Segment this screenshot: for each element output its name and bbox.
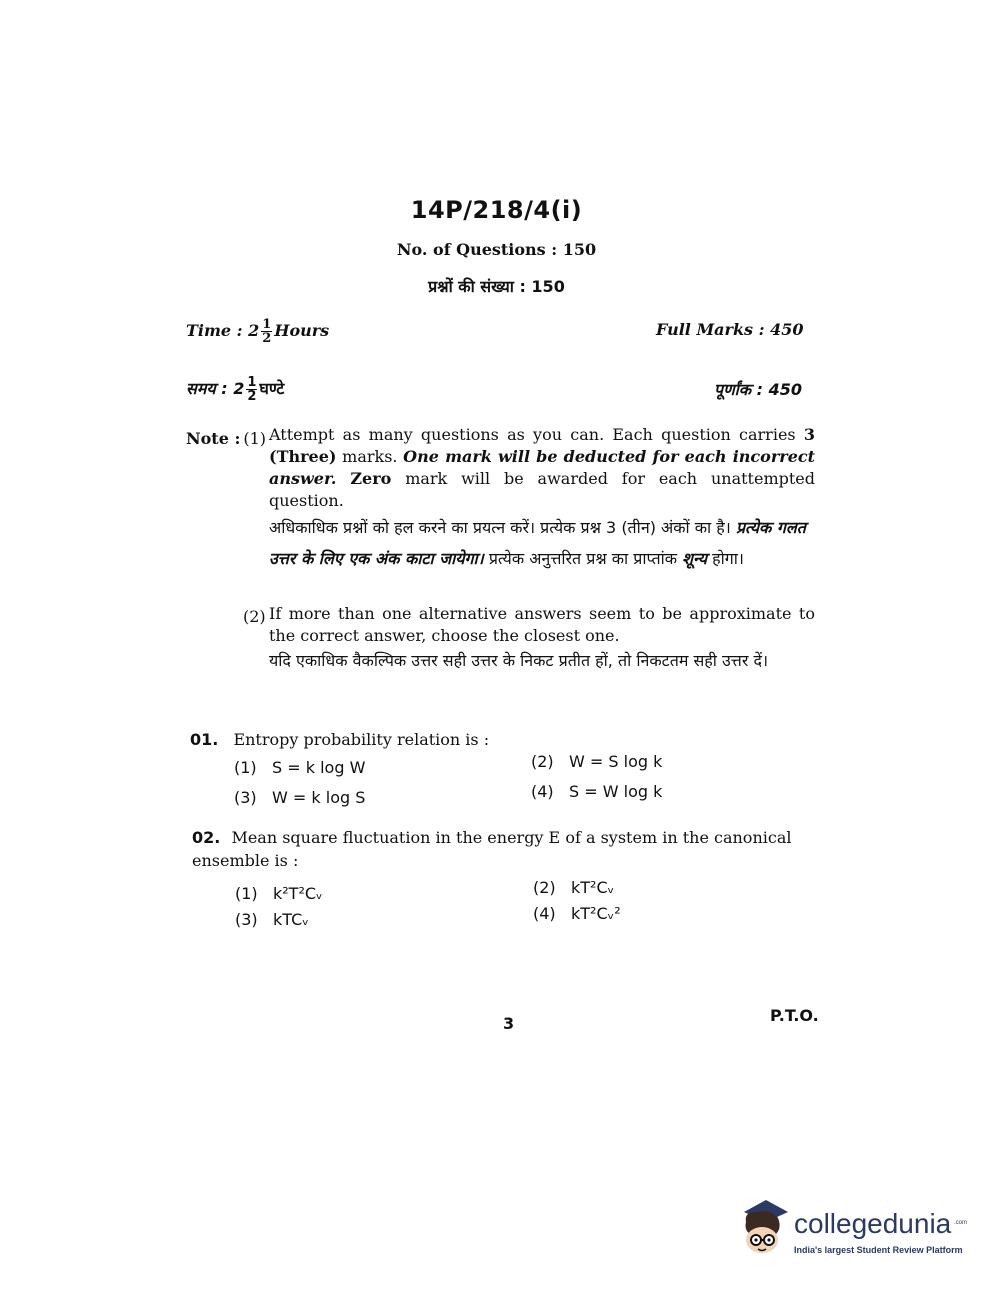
- number-of-questions-en: No. of Questions : 150: [396, 240, 597, 259]
- logo-wordmark: collegedunia: [794, 1208, 952, 1239]
- full-marks-hi: पूर्णांक : 450: [714, 380, 803, 399]
- pto-label: P.T.O.: [770, 1006, 819, 1025]
- note-2-english: If more than one alternative answers seem to be approximate to the correct answer, choose the closest one.: [269, 604, 815, 645]
- time-hi: समय : 2 $\frac{1}{2}$ घण्टे: [186, 375, 285, 404]
- fraction-half-hi: $\frac{1}{2}$: [247, 375, 257, 404]
- question-1: 01. Entropy probability relation is :: [190, 730, 490, 749]
- note-2-hindi: यदि एकाधिक वैकल्पिक उत्तर सही उत्तर के निकट प्रतीत हों, तो निकटतम सही उत्तर दें।: [269, 651, 769, 670]
- q2-option-1[interactable]: (1) k²T²Cᵥ: [235, 884, 323, 903]
- logo-tagline: India's largest Student Review Platform: [794, 1245, 963, 1255]
- number-of-questions-hi: प्रश्नों की संख्या : 150: [428, 277, 565, 296]
- q1-option-4[interactable]: (4) S = W log k: [531, 782, 663, 801]
- logo-com: .com: [954, 1220, 968, 1226]
- paper-code: 14P/218/4(i): [410, 196, 583, 224]
- q1-option-2[interactable]: (2) W = S log k: [531, 752, 663, 771]
- q2-option-2[interactable]: (2) kT²Cᵥ: [533, 878, 615, 897]
- full-marks-en: Full Marks : 450: [656, 320, 804, 339]
- question-2: 02. Mean square fluctuation in the energy E of a system in the canonical ensemble is :: [192, 828, 792, 870]
- note-1-hindi: अधिकाधिक प्रश्नों को हल करने का प्रयत्न करें। प्रत्येक प्रश्न 3 (तीन) अंकों का है। प्रत्येक गलत उत्तर के लिए एक अंक काटा जायेगा। प्रत्येक अनुत्तरित प्रश्न का प्राप्तांक शून्य होगा।: [269, 518, 806, 568]
- time-en: Time : 2 $\frac{1}{2}$ Hours: [186, 317, 330, 346]
- q1-option-1[interactable]: (1) S = k log W: [234, 758, 366, 777]
- note-1-english: Attempt as many questions as you can. Each question carries 3 (Three) marks. One mark will be deducted for each incorrect answer. Zero mark will be awarded for each unattempted question.: [269, 425, 816, 510]
- q1-option-3[interactable]: (3) W = k log S: [234, 788, 366, 807]
- note-2-number: (2): [243, 607, 266, 626]
- note-label: Note : (1): [186, 429, 267, 448]
- page-number: 3: [503, 1014, 515, 1033]
- q2-option-3[interactable]: (3) kTCᵥ: [235, 910, 309, 929]
- q2-option-4[interactable]: (4) kT²Cᵥ²: [533, 904, 621, 923]
- collegedunia-logo: [736, 1198, 968, 1262]
- mascot-icon: [736, 1198, 792, 1256]
- fraction-half: $\frac{1}{2}$: [262, 317, 272, 346]
